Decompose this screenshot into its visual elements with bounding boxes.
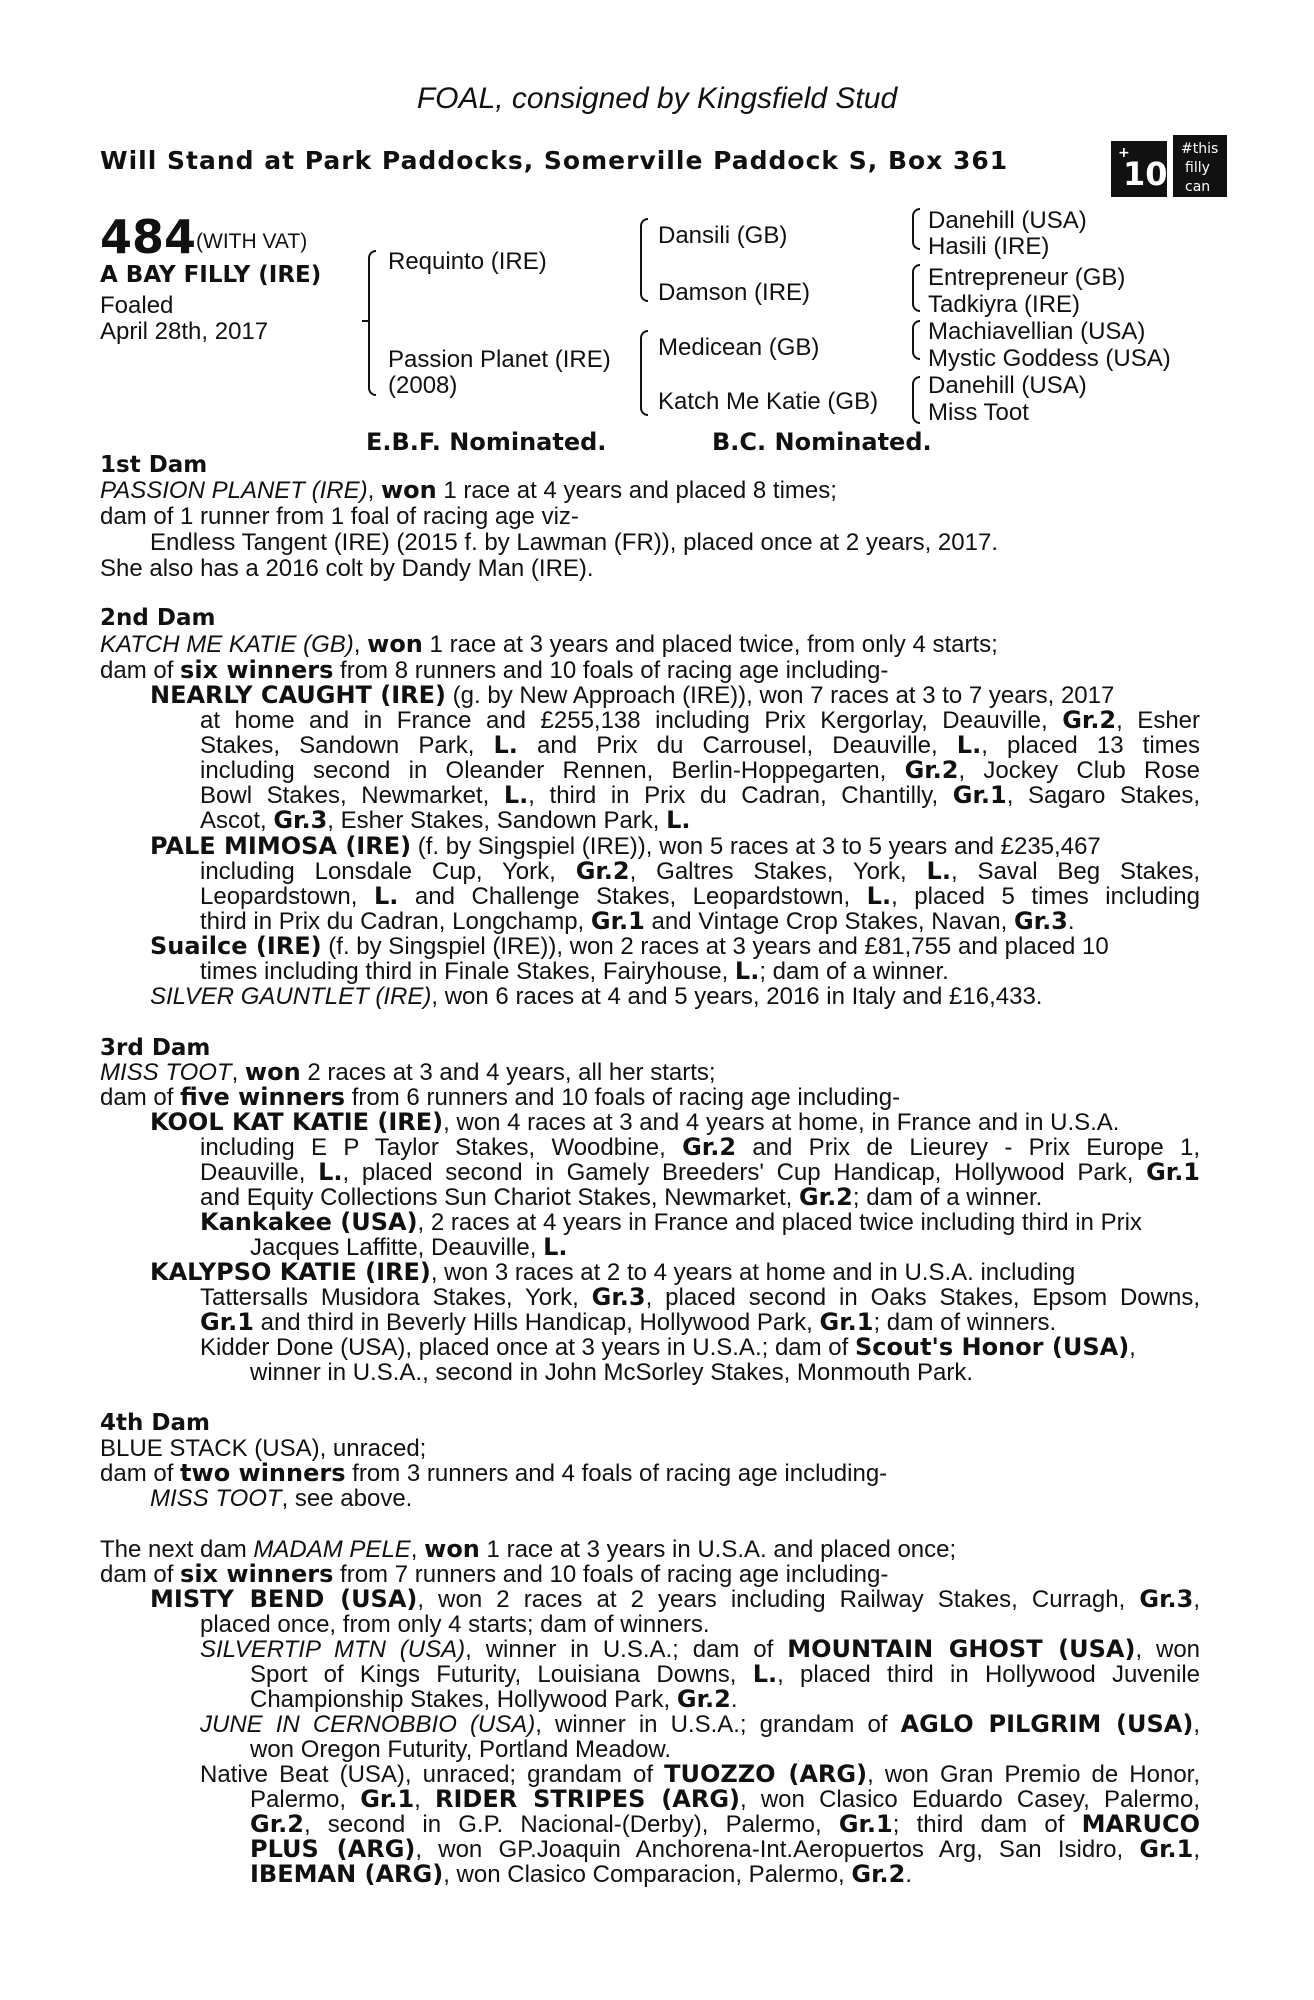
- pedigree-g3: Entrepreneur (GB): [928, 264, 1126, 291]
- silvertip-line-1: SILVERTIP MTN (USA), winner in U.S.A.; dam of MOUNTAIN GHOST (USA), won: [200, 1635, 1201, 1663]
- kalypso-katie-line-3: Gr.1 and third in Beverly Hills Handicap, Hollywood Park, Gr.1; dam of winners.: [200, 1308, 1057, 1336]
- second-dam-line-2: dam of six winners from 8 runners and 10 foals of racing age including-: [100, 656, 889, 684]
- nearly-caught-line-3: Stakes, Sandown Park, L. and Prix du Carrousel, Deauville, L., placed 13 times: [200, 731, 1201, 759]
- kalypso-katie-line-2: Tattersalls Musidora Stakes, York, Gr.3, placed second in Oaks Stakes, Epsom Downs,: [200, 1283, 1200, 1311]
- kankakee-line-1: Kankakee (USA), 2 races at 4 years in France and placed twice including third in Prix: [200, 1208, 1142, 1236]
- native-beat-line-2: Palermo, Gr.1, RIDER STRIPES (ARG), won Clasico Eduardo Casey, Palermo,: [250, 1785, 1200, 1813]
- native-beat-line-4: PLUS (ARG), won GP.Joaquin Anchorena-Int.Aeropuertos Arg, San Isidro, Gr.1,: [250, 1835, 1200, 1863]
- first-dam-line-1: PASSION PLANET (IRE), won 1 race at 4 years and placed 8 times;: [100, 476, 837, 504]
- third-dam-heading: 3rd Dam: [100, 1035, 211, 1061]
- silvertip-line-3: Championship Stakes, Hollywood Park, Gr.2.: [250, 1685, 738, 1713]
- pedigree-brace-g1: [912, 208, 920, 250]
- lot-number: 484: [100, 210, 197, 264]
- misty-bend-line-1: MISTY BEND (USA), won 2 races at 2 years including Railway Stakes, Curragh, Gr.3,: [150, 1585, 1200, 1613]
- silver-gauntlet-line: SILVER GAUNTLET (IRE), won 6 races at 4 and 5 years, 2016 in Italy and £16,433.: [150, 983, 1043, 1010]
- pedigree-sire-dam: Damson (IRE): [658, 279, 811, 306]
- june-in-cernobbio-line-2: won Oregon Futurity, Portland Meadow.: [250, 1736, 672, 1763]
- pedigree-g8: Miss Toot: [928, 399, 1029, 426]
- pedigree-brace-main: [368, 250, 376, 396]
- pale-mimosa-line-2: including Lonsdale Cup, York, Gr.2, Galtres Stakes, York, L., Saval Beg Stakes,: [200, 857, 1200, 885]
- native-beat-line-1: Native Beat (USA), unraced; grandam of TUOZZO (ARG), won Gran Premio de Honor,: [200, 1760, 1201, 1788]
- stand-location: Will Stand at Park Paddocks, Somerville Paddock S, Box 361: [100, 146, 1009, 175]
- fourth-dam-heading: 4th Dam: [100, 1410, 210, 1436]
- kidder-done-line-1: Kidder Done (USA), placed once at 3 years in U.S.A.; dam of Scout's Honor (USA),: [200, 1333, 1136, 1361]
- consignment-line: FOAL, consigned by Kingsfield Stud: [416, 82, 898, 115]
- third-dam-line-2: dam of five winners from 6 runners and 10 foals of racing age including-: [100, 1083, 901, 1111]
- nearly-caught-line-1: NEARLY CAUGHT (IRE) (g. by New Approach (IRE)), won 7 races at 3 to 7 years, 2017: [150, 681, 1115, 709]
- first-dam-heading: 1st Dam: [100, 452, 208, 478]
- foaled-date: April 28th, 2017: [100, 318, 269, 345]
- pedigree-g2: Hasili (IRE): [928, 233, 1050, 260]
- badge-number: 10: [1123, 155, 1168, 193]
- lot-name: A BAY FILLY (IRE): [100, 262, 322, 288]
- kool-kat-katie-line-2: including E P Taylor Stakes, Woodbine, Gr.2 and Prix de Lieurey - Prix Europe 1,: [200, 1133, 1200, 1161]
- first-dam-line-3: Endless Tangent (IRE) (2015 f. by Lawman (FR)), placed once at 2 years, 2017.: [150, 529, 998, 556]
- silvertip-line-2: Sport of Kings Futurity, Louisiana Downs, L., placed third in Hollywood Juvenile: [250, 1660, 1200, 1688]
- kool-kat-katie-line-1: KOOL KAT KATIE (IRE), won 4 races at 3 and 4 years at home, in France and in U.S.A.: [150, 1108, 1120, 1136]
- kidder-done-line-2: winner in U.S.A., second in John McSorley Stakes, Monmouth Park.: [250, 1359, 973, 1386]
- pale-mimosa-line-1: PALE MIMOSA (IRE) (f. by Singspiel (IRE)), won 5 races at 3 to 5 years and £235,467: [150, 832, 1101, 860]
- nearly-caught-line-4: including second in Oleander Rennen, Berlin-Hoppegarten, Gr.2, Jockey Club Rose: [200, 756, 1200, 784]
- pedigree-g5: Machiavellian (USA): [928, 318, 1146, 345]
- second-dam-line-1: KATCH ME KATIE (GB), won 1 race at 3 years and placed twice, from only 4 starts;: [100, 630, 998, 658]
- ten-badge-icon: [1111, 135, 1229, 199]
- pedigree-brace-g3: [912, 320, 920, 360]
- nearly-caught-line-6: Ascot, Gr.3, Esher Stakes, Sandown Park, L.: [200, 806, 691, 834]
- bc-nominated: B.C. Nominated.: [712, 428, 932, 456]
- pedigree-brace-dam: [640, 330, 648, 416]
- pale-mimosa-line-4: third in Prix du Cadran, Longchamp, Gr.1 and Vintage Crop Stakes, Navan, Gr.3.: [200, 907, 1075, 935]
- native-beat-line-5: IBEMAN (ARG), won Clasico Comparacion, Palermo, Gr.2.: [250, 1860, 912, 1888]
- pedigree-sire: Requinto (IRE): [388, 248, 547, 275]
- pedigree-g1: Danehill (USA): [928, 207, 1087, 234]
- kool-kat-katie-line-4: and Equity Collections Sun Chariot Stakes, Newmarket, Gr.2; dam of a winner.: [200, 1183, 1043, 1211]
- pedigree-sire-sire: Dansili (GB): [658, 222, 788, 249]
- kool-kat-katie-line-3: Deauville, L., placed second in Gamely Breeders' Cup Handicap, Hollywood Park, Gr.1: [200, 1158, 1201, 1186]
- pedigree-brace-g2: [912, 264, 920, 312]
- pedigree-dam-sire: Medicean (GB): [658, 334, 820, 361]
- kankakee-line-2: Jacques Laffitte, Deauville, L.: [250, 1233, 568, 1261]
- first-dam-line-2: dam of 1 runner from 1 foal of racing age viz-: [100, 503, 579, 530]
- badge-text-2: filly: [1185, 160, 1210, 176]
- ebf-nominated: E.B.F. Nominated.: [366, 428, 607, 456]
- svg-text:+: +: [1118, 145, 1130, 161]
- pedigree-g7: Danehill (USA): [928, 372, 1087, 399]
- misty-bend-line-2: placed once, from only 4 starts; dam of winners.: [200, 1611, 710, 1638]
- third-dam-line-1: MISS TOOT, won 2 races at 3 and 4 years, all her starts;: [100, 1058, 716, 1086]
- suailce-line-2: times including third in Finale Stakes, Fairyhouse, L.; dam of a winner.: [200, 957, 949, 985]
- pedigree-g6: Mystic Goddess (USA): [928, 345, 1171, 372]
- pedigree-g4: Tadkiyra (IRE): [928, 291, 1081, 318]
- next-dam-line-2: dam of six winners from 7 runners and 10 foals of racing age including-: [100, 1560, 889, 1588]
- pedigree-brace-g4: [912, 376, 920, 424]
- pedigree-brace-sire: [640, 218, 648, 302]
- next-dam-line-1: The next dam MADAM PELE, won 1 race at 3 years in U.S.A. and placed once;: [100, 1535, 957, 1563]
- kalypso-katie-line-1: KALYPSO KATIE (IRE), won 3 races at 2 to 4 years at home and in U.S.A. including: [150, 1258, 1076, 1286]
- fourth-dam-line-3: MISS TOOT, see above.: [150, 1485, 413, 1512]
- nearly-caught-line-2: at home and in France and £255,138 including Prix Kergorlay, Deauville, Gr.2, Esher: [200, 706, 1201, 734]
- pedigree-dam-year: (2008): [388, 372, 458, 399]
- pedigree-dam: Passion Planet (IRE): [388, 346, 611, 373]
- badge-text-1: #this: [1181, 141, 1219, 157]
- lot-vat: (WITH VAT): [196, 230, 308, 253]
- fourth-dam-line-1: BLUE STACK (USA), unraced;: [100, 1435, 427, 1462]
- native-beat-line-3: Gr.2, second in G.P. Nacional-(Derby), Palermo, Gr.1; third dam of MARUCO: [250, 1810, 1201, 1838]
- second-dam-heading: 2nd Dam: [100, 605, 216, 631]
- pedigree-dam-dam: Katch Me Katie (GB): [658, 388, 879, 415]
- nearly-caught-line-5: Bowl Stakes, Newmarket, L., third in Prix du Cadran, Chantilly, Gr.1, Sagaro Stakes,: [200, 781, 1200, 809]
- june-in-cernobbio-line-1: JUNE IN CERNOBBIO (USA), winner in U.S.A.; grandam of AGLO PILGRIM (USA),: [200, 1710, 1201, 1738]
- pedigree-brace-main-point: [362, 320, 369, 322]
- foaled-label: Foaled: [100, 292, 174, 319]
- fourth-dam-line-2: dam of two winners from 3 runners and 4 foals of racing age including-: [100, 1459, 888, 1487]
- pale-mimosa-line-3: Leopardstown, L. and Challenge Stakes, Leopardstown, L., placed 5 times including: [200, 882, 1201, 910]
- ten-tenths-badge: [1111, 135, 1229, 199]
- first-dam-line-4: She also has a 2016 colt by Dandy Man (IRE).: [100, 555, 594, 582]
- badge-text-3: can: [1185, 179, 1211, 195]
- suailce-line-1: Suailce (IRE) (f. by Singspiel (IRE)), won 2 races at 3 years and £81,755 and placed 10: [150, 932, 1109, 960]
